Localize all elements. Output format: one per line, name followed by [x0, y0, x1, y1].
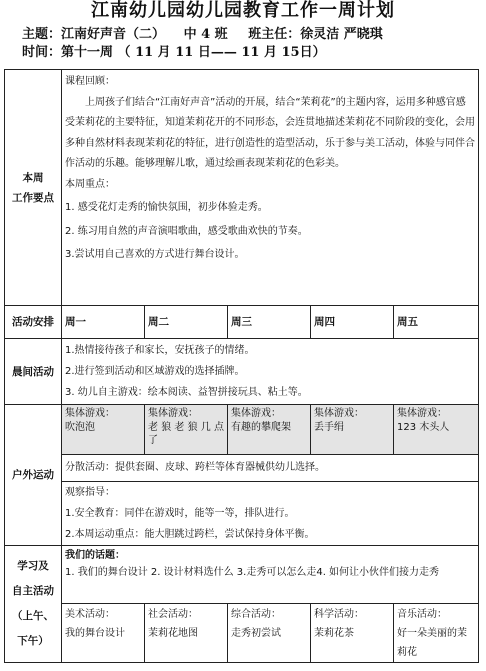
- topic-title: 我们的话题：: [65, 550, 125, 561]
- teacher-names: 徐灵洁 严晓琪: [300, 27, 383, 42]
- learning-label-line: 学习及: [17, 560, 49, 572]
- key-point: 2. 练习用自然的声音演唱歌曲，感受歌曲欢快的节奏。: [65, 225, 308, 237]
- game-name: 123 木头人: [397, 421, 450, 433]
- teacher-label: 班主任：: [248, 27, 301, 42]
- day-header: 周四: [311, 306, 394, 339]
- focus-label-line1: 本周: [22, 171, 44, 184]
- time-label: 时间：: [22, 45, 62, 60]
- morning-item: 1.热情接待孩子和家长，安抚孩子的情绪。: [65, 345, 255, 356]
- day-header: 周三: [228, 306, 311, 339]
- key-point: 3.尝试用自己喜欢的方式进行舞台设计。: [65, 249, 245, 260]
- topic-content: [62, 546, 479, 604]
- weekly-plan-table: [4, 69, 479, 663]
- schedule-label: 活动安排: [5, 306, 62, 339]
- learning-label-line: （上午、: [12, 610, 54, 622]
- learning-label: [5, 546, 62, 663]
- game-name: 有趣的攀爬架: [231, 421, 291, 433]
- guide-item: 1.安全教育：同伴在游戏时，能等一等，排队进行。: [65, 508, 295, 519]
- game-cell: [311, 405, 394, 455]
- outdoor-games-row: [5, 405, 479, 455]
- topic-text: 1. 我们的舞台设计 2. 设计材料选什么 3.走秀可以怎么走4. 如何让小伙伴们接力走秀: [65, 567, 440, 578]
- activity-title: 社会活动：: [148, 609, 198, 620]
- activity-name: 我的舞台设计: [65, 628, 125, 639]
- activity-title: 美术活动：: [65, 609, 115, 620]
- game-cell: [145, 405, 228, 455]
- topic-row: [5, 546, 479, 604]
- game-title: 集体游戏：: [148, 408, 198, 419]
- time-value: 第十一周 （ 11 月 11 日—— 11 月 15日）: [61, 45, 326, 60]
- activity-cell: [228, 604, 311, 663]
- game-name: 吹泡泡: [65, 421, 95, 433]
- review-text: 上周孩子们结合“江南好声音”活动的开展，结合“茉莉花”的主题内容，运用多种感官感受茉莉花的主要特征，知道茉莉花开的不同形态，会连贯地描述茉莉花不同阶段的变化，会用多种自然材料表现茉莉花的特征，进行创造性的造型活动，乐于参与美工活动，体验与同伴合作活动的乐趣。能够理解儿歌，通过绘画表现茉莉花的色彩美。: [65, 96, 475, 169]
- activity-name: 好一朵美丽的茉莉花: [397, 628, 467, 658]
- game-title: 集体游戏：: [65, 408, 115, 419]
- activity-title: 音乐活动：: [397, 609, 447, 620]
- game-name: 丢手绢: [314, 421, 344, 433]
- day-header: 周二: [145, 306, 228, 339]
- game-cell: [394, 405, 479, 455]
- page-title: 江南幼儿园幼儿园教育工作一周计划: [91, 0, 395, 21]
- learning-label-line: 下午）: [17, 635, 49, 647]
- activity-title: 科学活动：: [314, 609, 364, 620]
- focus-row: [5, 70, 479, 306]
- morning-row: [5, 339, 479, 405]
- activity-name: 茉莉花茶: [314, 628, 354, 639]
- theme-value: 江南好声音（二）: [61, 27, 166, 42]
- game-title: 集体游戏：: [231, 408, 281, 419]
- outdoor-guide-row: [5, 482, 479, 546]
- activities-row: [5, 604, 479, 663]
- morning-label: 晨间活动: [5, 339, 62, 405]
- activity-name: 走秀初尝试: [231, 628, 281, 639]
- split-activity: 分散活动：提供套圈、皮球、跨栏等体育器械供幼儿选择。: [62, 455, 479, 482]
- key-title: 本周重点：: [65, 178, 115, 190]
- guide-item: 2.本周运动重点：能大胆跳过跨栏，尝试保持身体平衡。: [65, 529, 315, 540]
- day-header: 周一: [62, 306, 145, 339]
- game-cell: [228, 405, 311, 455]
- activity-title: 综合活动：: [231, 609, 281, 620]
- meta-row-time: [22, 44, 326, 62]
- game-title: 集体游戏：: [314, 408, 364, 419]
- focus-label-line2: 工作要点: [12, 191, 54, 204]
- morning-item: 2.进行签到活动和区域游戏的选择插牌。: [65, 366, 245, 377]
- activity-name: 茉莉花地图: [148, 628, 198, 639]
- schedule-header-row: [5, 306, 479, 339]
- day-header: 周五: [394, 306, 479, 339]
- morning-item: 3. 幼儿自主游戏：绘本阅读、益智拼接玩具、粘土等。: [65, 387, 308, 398]
- guide-title: 观察指导：: [65, 487, 115, 498]
- outdoor-split-row: [5, 455, 479, 482]
- focus-label: [5, 70, 62, 306]
- game-cell: [62, 405, 145, 455]
- activity-cell: [311, 604, 394, 663]
- review-title: 课程回顾：: [65, 76, 115, 87]
- focus-content: [62, 70, 479, 306]
- game-name: 老 狼 老 狼 几 点了: [148, 421, 224, 446]
- guide-content: [62, 482, 479, 546]
- activity-cell: [145, 604, 228, 663]
- class-name: 中 4 班: [183, 27, 228, 42]
- outdoor-label: 户外运动: [5, 405, 62, 546]
- activity-cell: [394, 604, 479, 663]
- theme-label: 主题：: [22, 27, 62, 42]
- activity-cell: [62, 604, 145, 663]
- game-title: 集体游戏：: [397, 408, 447, 419]
- morning-content: [62, 339, 479, 405]
- learning-label-line: 自主活动: [12, 585, 54, 597]
- key-point: 1. 感受花灯走秀的愉快氛围，初步体验走秀。: [65, 202, 268, 213]
- meta-row-theme: [22, 26, 383, 44]
